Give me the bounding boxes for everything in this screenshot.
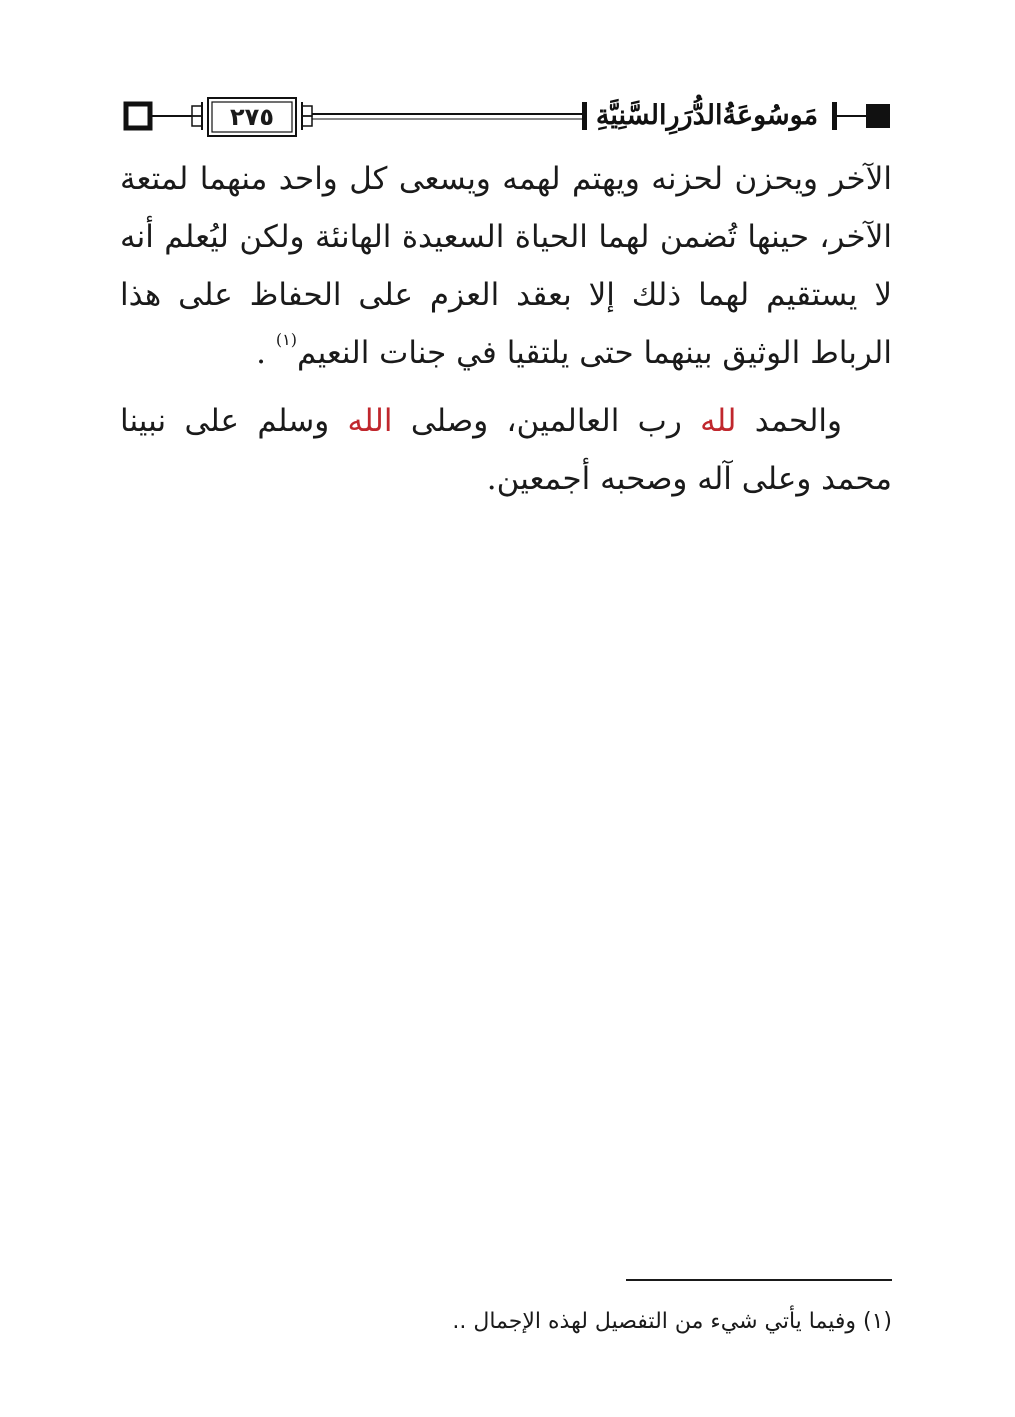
main-text bbox=[120, 150, 892, 508]
page-number: ٢٧٥ bbox=[230, 103, 274, 131]
paragraph-1-text: الآخر ويحزن لحزنه ويهتم لهمه ويسعى كل واحد منهما لمتعة الآخر، حينها تُضمن لهما الحياة السعيدة الهانئة ولكن ليُعلم أنه لا يستقيم لهما ذلك إلا بعقد العزم على الحفاظ على هذا الرباط الوثيق بينهما حتى يلتقيا في جنات النعيم bbox=[120, 161, 892, 371]
paragraph-2 bbox=[120, 392, 892, 508]
left-square-ornament bbox=[126, 104, 150, 128]
paragraph-2-part-1: والحمد bbox=[736, 403, 843, 439]
divine-name-allah: الله bbox=[347, 403, 393, 439]
paragraph-2-part-3: وسلم على نبينا محمد وعلى آله وصحبه أجمعين. bbox=[120, 403, 892, 497]
footnote-separator bbox=[626, 1279, 892, 1281]
paragraph-2-part-2: رب العالمين، وصلى bbox=[392, 403, 701, 439]
page-header bbox=[120, 88, 892, 144]
right-square-ornament bbox=[866, 104, 890, 128]
paragraph-1-end: . bbox=[256, 335, 276, 371]
running-title: مَوسُوعَةُالدُّرَرِالسَّنِيَّةِ bbox=[595, 100, 819, 131]
paragraph-1 bbox=[120, 150, 892, 382]
footnote-reference: (١) bbox=[275, 330, 297, 349]
divine-name-lillah: لله bbox=[700, 403, 737, 439]
footnote-1: (١) وفيما يأتي شيء من التفصيل لهذه الإجمال .. bbox=[452, 1309, 892, 1334]
